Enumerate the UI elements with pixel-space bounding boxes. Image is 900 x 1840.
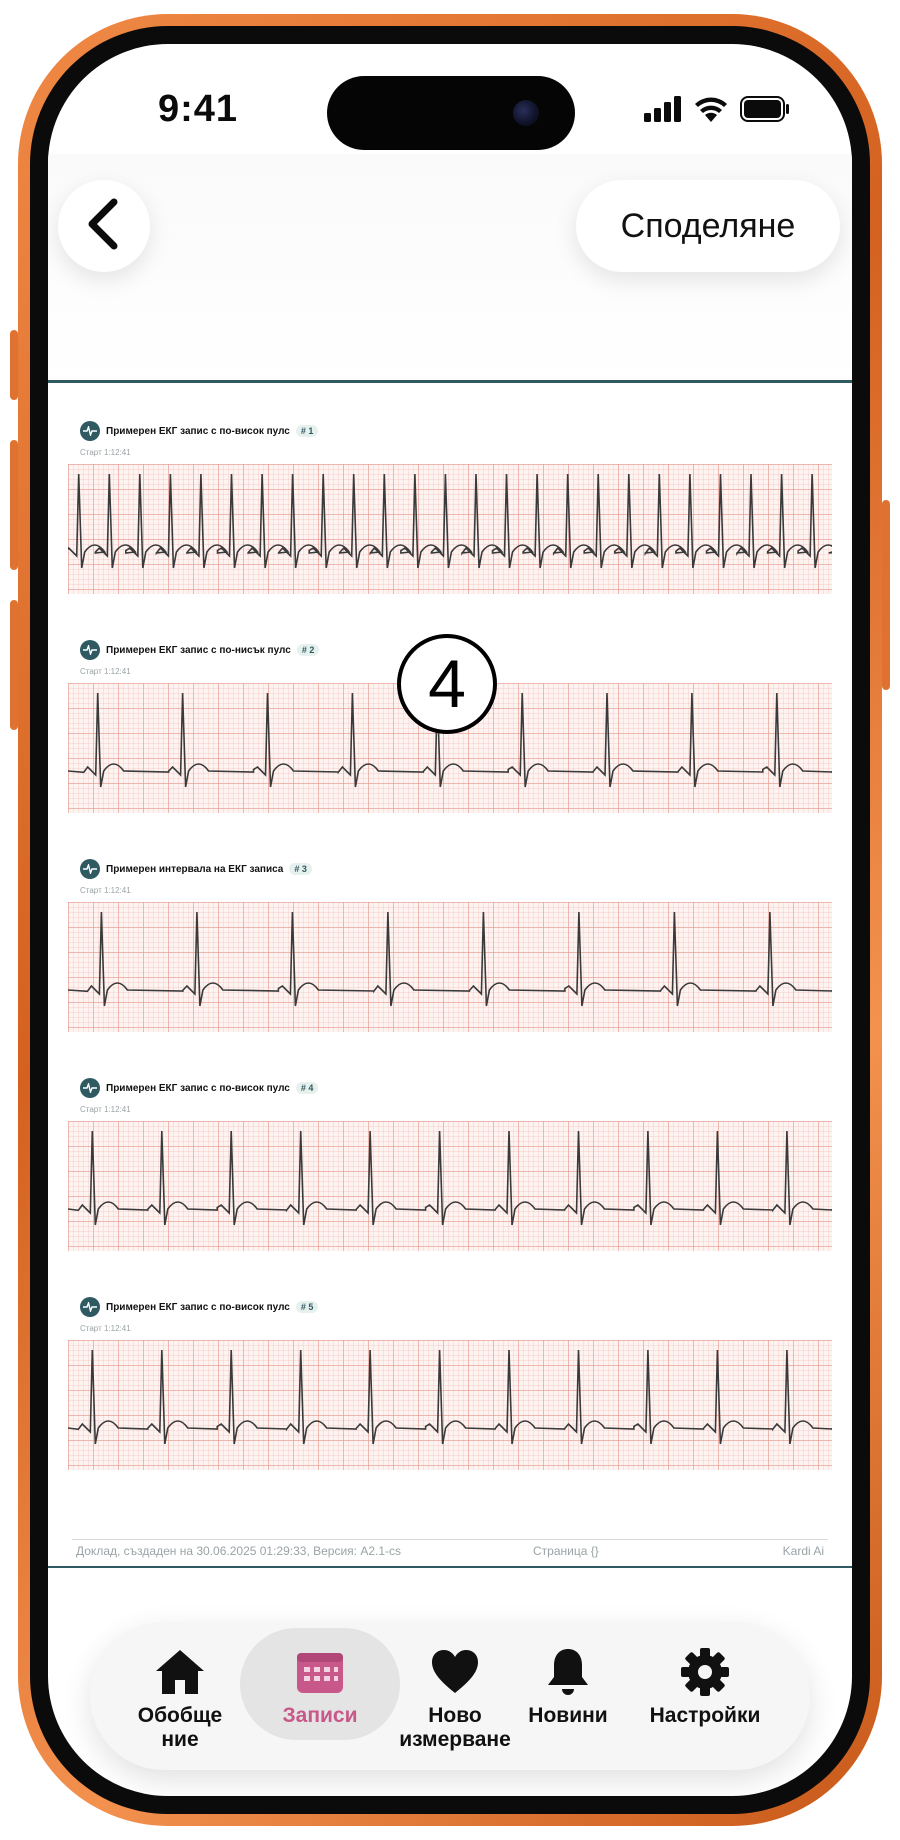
ecg-strip (68, 902, 832, 1032)
record-start-time: Старт 1:12:41 (80, 1324, 131, 1333)
brand-name: Kardi Ai (782, 1544, 824, 1558)
wifi-icon (694, 96, 728, 127)
record-start-time: Старт 1:12:41 (80, 448, 131, 457)
tab-records[interactable] (250, 1622, 390, 1770)
record-start-time: Старт 1:12:41 (80, 667, 131, 676)
record-number-badge: # 1 (296, 425, 319, 437)
ecg-strip (68, 1340, 832, 1470)
ecg-wave-icon (80, 640, 100, 660)
record-title: Примерен ЕКГ запис с по-висок пулс (106, 1301, 290, 1313)
ecg-strip (68, 464, 832, 594)
ecg-records-list (68, 420, 832, 1515)
share-button[interactable]: Споделяне (576, 180, 840, 272)
record-start-time: Старт 1:12:41 (80, 886, 131, 895)
tab-label: Настройки (649, 1704, 761, 1727)
divider (48, 380, 852, 383)
chevron-left-icon (84, 198, 124, 255)
back-button[interactable] (58, 180, 150, 272)
record-title: Примерен интервала на ЕКГ записа (106, 863, 284, 875)
power-button (882, 500, 890, 690)
tab-overview[interactable] (120, 1622, 240, 1770)
volume-down-button (10, 600, 18, 730)
heart-icon (430, 1644, 480, 1700)
ecg-trace (68, 912, 832, 1006)
camera-icon (513, 100, 539, 126)
ecg-wave-icon (80, 421, 100, 441)
calendar-icon (295, 1644, 345, 1700)
ecg-record[interactable] (68, 420, 832, 639)
ecg-record[interactable] (68, 858, 832, 1077)
gear-icon (680, 1644, 730, 1700)
tab-news[interactable] (508, 1622, 628, 1770)
dynamic-island (327, 76, 575, 150)
ecg-trace (68, 1131, 832, 1225)
record-start-time: Старт 1:12:41 (80, 1105, 131, 1114)
record-number-badge: # 3 (289, 863, 312, 875)
divider (48, 1566, 852, 1568)
battery-icon (740, 96, 790, 127)
tab-bar (90, 1622, 810, 1770)
page-number: Страница {} (533, 1544, 599, 1558)
record-title: Примерен ЕКГ запис с по-висок пулс (106, 1082, 290, 1094)
ecg-wave-icon (80, 859, 100, 879)
record-title: Примерен ЕКГ запис с по-висок пулс (106, 425, 290, 437)
status-time: 9:41 (158, 88, 239, 130)
ecg-trace (68, 474, 832, 568)
record-number-badge: # 5 (296, 1301, 319, 1313)
tab-label: Ново измерване (399, 1704, 511, 1751)
ecg-record[interactable] (68, 1077, 832, 1296)
ecg-record[interactable] (68, 1296, 832, 1515)
signal-icon (644, 96, 682, 127)
bell-icon (545, 1644, 591, 1700)
status-icons (644, 96, 790, 127)
ecg-strip (68, 1121, 832, 1251)
record-title: Примерен ЕКГ запис с по-нисък пулс (106, 644, 291, 656)
record-number-badge: # 2 (297, 644, 320, 656)
tab-label: Записи (282, 1704, 358, 1727)
ecg-wave-icon (80, 1297, 100, 1317)
step-marker: 4 (397, 634, 497, 734)
volume-up-button (10, 440, 18, 570)
tab-label: Новини (528, 1704, 608, 1727)
screen (48, 44, 852, 1796)
report-info: Доклад, създаден на 30.06.2025 01:29:33, Версия: A2.1-cs (76, 1544, 402, 1558)
tab-label: Обобще ние (137, 1704, 223, 1751)
tab-settings[interactable] (630, 1622, 780, 1770)
ecg-wave-icon (80, 1078, 100, 1098)
home-icon (154, 1644, 206, 1700)
record-number-badge: # 4 (296, 1082, 319, 1094)
ecg-trace (68, 1350, 832, 1444)
mute-switch (10, 330, 18, 400)
footer-divider (72, 1539, 828, 1540)
